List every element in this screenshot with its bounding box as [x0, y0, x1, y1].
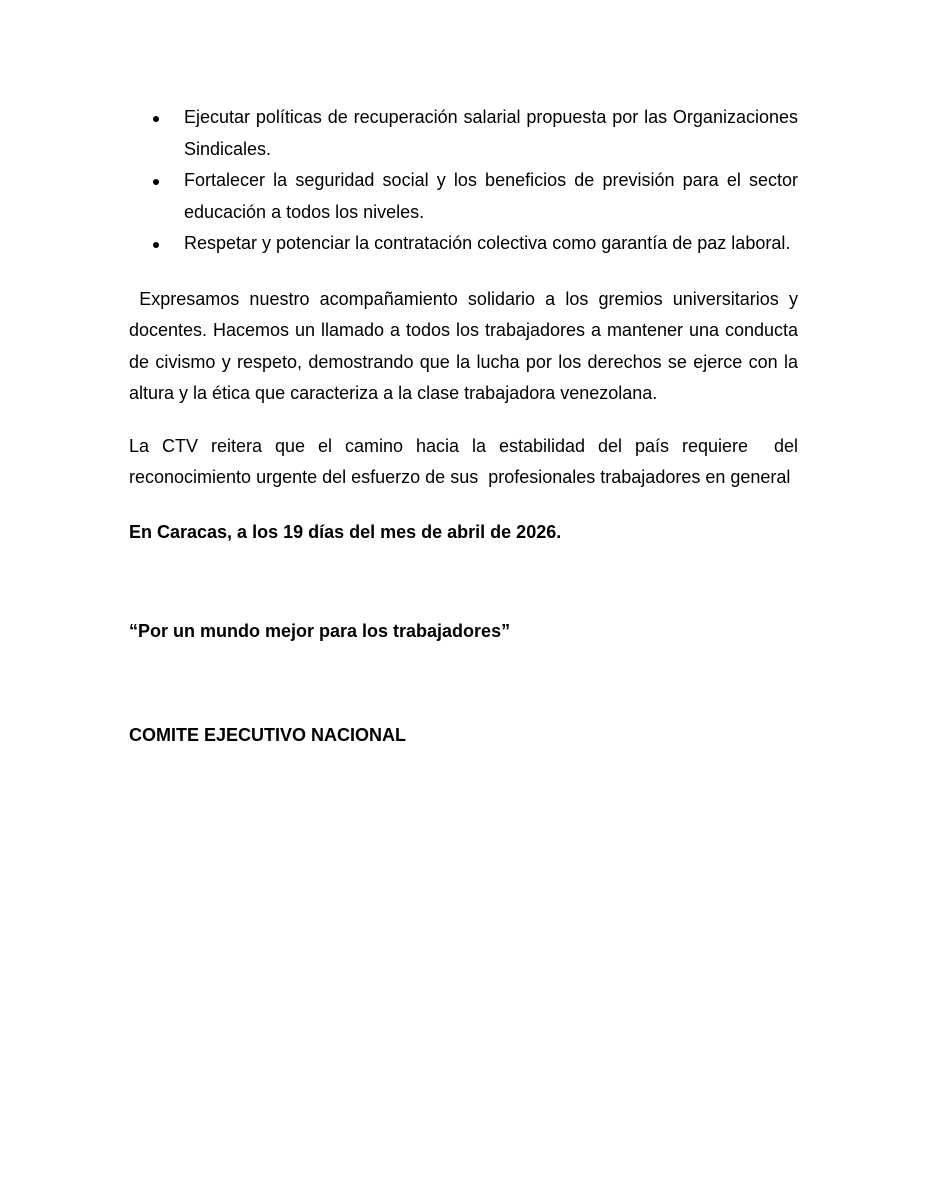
- list-item: [129, 165, 798, 228]
- document-body: [129, 102, 804, 751]
- ctv-paragraph: La CTV reitera que el camino hacia la estabilidad del país requiere del reconocimiento urgente del esfuerzo de sus profesionales trabajadores en general: [129, 435, 804, 487]
- list-item: [129, 102, 798, 165]
- solidarity-paragraph: Expresamos nuestro acompañamiento solidario a los gremios universitarios y docentes. Hacemos un llamado a todos los trabajadores a mantener una conducta de civismo y respeto, demostrando que la lucha por los derechos se ejerce con la altura y la ética que caracteriza a la clase trabajadora venezolana.: [129, 288, 804, 403]
- bullet-icon: [153, 179, 159, 185]
- list-item-text: Respetar y potenciar la contratación colectiva como garantía de paz laboral.: [184, 233, 791, 253]
- demands-list: [129, 102, 798, 260]
- signature-committee: COMITE EJECUTIVO NACIONAL: [129, 724, 407, 745]
- motto: “Por un mundo mejor para los trabajadores”: [129, 621, 511, 641]
- bullet-icon: [153, 116, 159, 122]
- bullet-icon: [153, 242, 159, 248]
- list-item-text: Ejecutar políticas de recuperación salarial propuesta por las Organizaciones Sindicales.: [184, 107, 798, 159]
- list-item-text: Fortalecer la seguridad social y los beneficios de previsión para el sector educación a todos los niveles.: [184, 170, 798, 222]
- list-item: [129, 228, 798, 260]
- date-line: En Caracas, a los 19 días del mes de abril de 2026.: [129, 521, 562, 542]
